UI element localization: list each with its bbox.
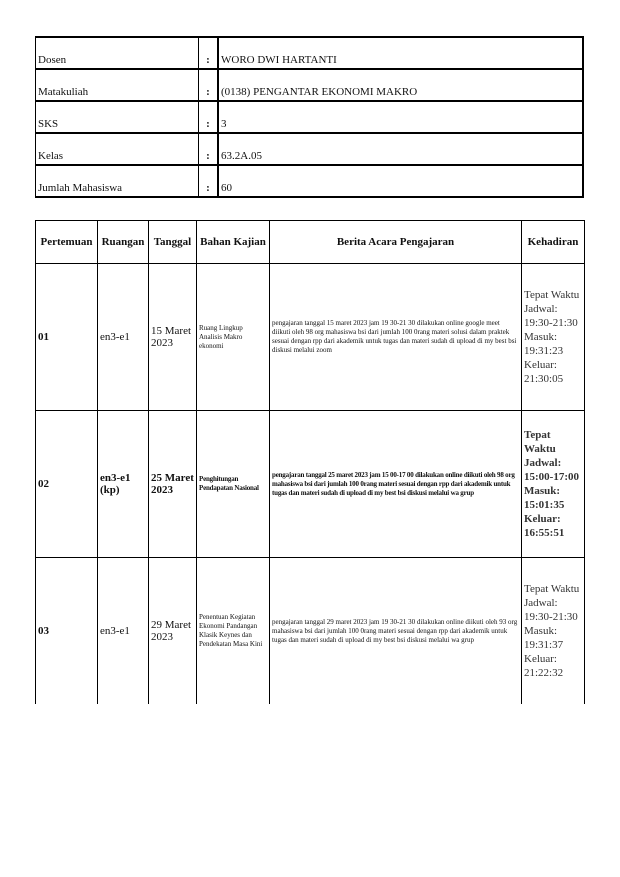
info-label: Dosen — [36, 37, 199, 69]
cell-berita-acara: pengajaran tanggal 15 maret 2023 jam 19 30-21 30 dilakukan online google meet diikuti oleh 98 org mahasiswa bsi dari jumlah 100 0rang materi solusi dalam praktek sesuai dengan rpp dari akademik untuk tugas dan materi sudah di upload di my best bsi diskusi melalui zoom — [270, 264, 522, 411]
info-value: 63.2A.05 — [218, 133, 583, 165]
cell-bahan-kajian: Penghitungan Pendapatan Nasional — [197, 411, 270, 558]
info-separator: : — [199, 165, 219, 197]
header-bahan-kajian: Bahan Kajian — [197, 221, 270, 264]
cell-tanggal: 29 Maret 2023 — [149, 558, 197, 705]
header-kehadiran: Kehadiran — [522, 221, 585, 264]
cell-bahan-kajian: Ruang Lingkup Analisis Makro ekonomi — [197, 264, 270, 411]
cell-pertemuan: 03 — [36, 558, 98, 705]
header-pertemuan: Pertemuan — [36, 221, 98, 264]
cell-tanggal: 25 Maret 2023 — [149, 411, 197, 558]
attendance-table — [35, 220, 585, 704]
info-label: Jumlah Mahasiswa — [36, 165, 199, 197]
info-row-dosen — [36, 37, 584, 69]
cell-ruangan: en3-e1 (kp) — [98, 411, 149, 558]
info-row-jumlah-mahasiswa — [36, 165, 584, 197]
info-label: Kelas — [36, 133, 199, 165]
info-label: SKS — [36, 101, 199, 133]
cell-kehadiran: Tepat Waktu Jadwal: 15:00-17:00 Masuk: 15:01:35 Keluar: 16:55:51 — [522, 411, 585, 558]
table-row — [36, 264, 585, 411]
cell-tanggal: 15 Maret 2023 — [149, 264, 197, 411]
cell-bahan-kajian: Penentuan Kegiatan Ekonomi Pandangan Klasik Keynes dan Pendekatan Masa Kini — [197, 558, 270, 705]
cell-berita-acara: pengajaran tanggal 29 maret 2023 jam 19 30-21 30 dilakukan online diikuti oleh 93 org mahasiswa bsi dari jumlah 100 0rang materi sesuai dengan rpp dari akademik untuk tugas dan materi sudah di upload di my best bsi diskusi melalui wa grup — [270, 558, 522, 705]
header-berita-acara: Berita Acara Pengajaran — [270, 221, 522, 264]
info-value: 3 — [218, 101, 583, 133]
course-info-table — [35, 36, 584, 198]
info-value: (0138) PENGANTAR EKONOMI MAKRO — [218, 69, 583, 101]
table-row — [36, 411, 585, 558]
info-separator: : — [199, 101, 219, 133]
attendance-header-row — [36, 221, 585, 264]
info-separator: : — [199, 69, 219, 101]
info-separator: : — [199, 133, 219, 165]
cell-pertemuan: 01 — [36, 264, 98, 411]
info-separator: : — [199, 37, 219, 69]
header-tanggal: Tanggal — [149, 221, 197, 264]
info-row-kelas — [36, 133, 584, 165]
info-value: 60 — [218, 165, 583, 197]
cell-ruangan: en3-e1 — [98, 264, 149, 411]
cell-kehadiran: Tepat Waktu Jadwal: 19:30-21:30 Masuk: 19:31:23 Keluar: 21:30:05 — [522, 264, 585, 411]
info-value: WORO DWI HARTANTI — [218, 37, 583, 69]
cell-pertemuan: 02 — [36, 411, 98, 558]
cell-ruangan: en3-e1 — [98, 558, 149, 705]
info-row-matakuliah — [36, 69, 584, 101]
cell-berita-acara: pengajaran tanggal 25 maret 2023 jam 15 00-17 00 dilakukan online diikuti oleh 98 org mahasiswa bsi dari jumlah 100 0rang materi sesuai dengan rpp dari akademik untuk tugas dan materi sudah di upload di my best bsi diskusi melalui wa grup — [270, 411, 522, 558]
cell-kehadiran: Tepat Waktu Jadwal: 19:30-21:30 Masuk: 19:31:37 Keluar: 21:22:32 — [522, 558, 585, 705]
info-label: Matakuliah — [36, 69, 199, 101]
header-ruangan: Ruangan — [98, 221, 149, 264]
info-row-sks — [36, 101, 584, 133]
table-row — [36, 558, 585, 705]
